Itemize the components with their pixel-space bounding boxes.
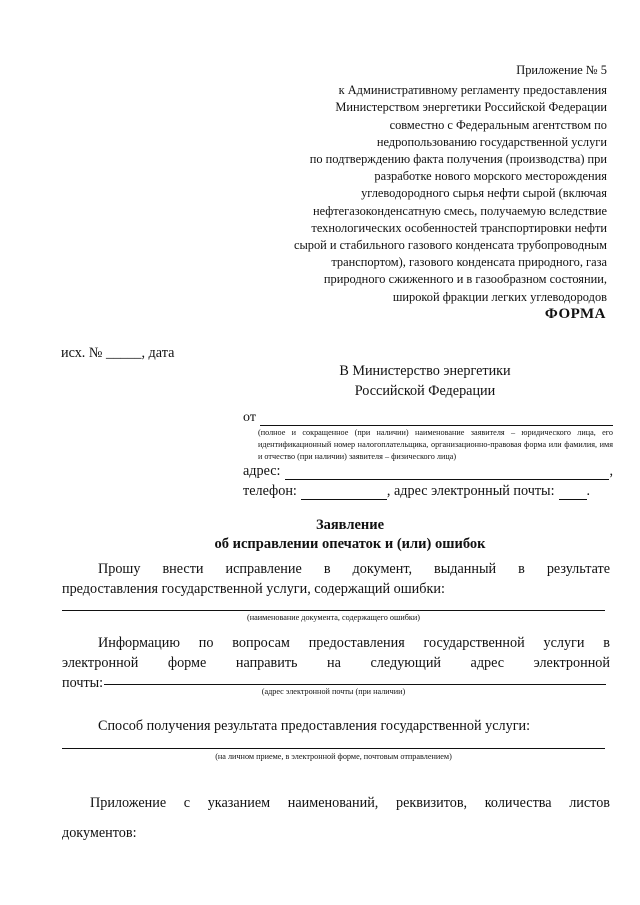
ref-number-field[interactable]: _____ <box>105 345 142 361</box>
header-line: Министерством энергетики Российской Федерации <box>335 100 607 115</box>
from-note: (полное и сокращенное (при наличии) наименование заявителя – юридического лица, его идентификационный номер налогоплательщика, организационно-правовая форма или фамилия, имя и отчество (при наличии) заявителя – физического лица) <box>258 428 613 461</box>
phone-row <box>243 483 613 500</box>
form-label: ФОРМА <box>544 306 606 322</box>
addressee-line-1: В Министерство энергетики <box>339 363 511 379</box>
header-line: транспортом), газового конденсата природного, газа <box>331 255 607 270</box>
email-label: , адрес электронный почты: <box>386 483 555 499</box>
email-field[interactable] <box>559 485 587 500</box>
para2-line-2: электронной форме направить на следующий адрес электронной <box>62 655 610 671</box>
header-line: Приложение № 5 <box>516 63 607 77</box>
header-block <box>277 62 607 306</box>
attachments <box>62 788 610 848</box>
header-line: по подтверждению факта получения (производства) при <box>309 152 607 167</box>
email-address-field[interactable] <box>104 684 606 685</box>
addressee-line-2: Российской Федерации <box>354 383 496 399</box>
address-field[interactable] <box>285 465 610 480</box>
document-title <box>0 516 640 554</box>
email-address-note: (адрес электронной почты (при наличии) <box>261 687 406 696</box>
header-line: разработке нового морского месторождения <box>374 169 607 184</box>
address-row <box>243 463 613 480</box>
result-method-field[interactable] <box>62 748 605 749</box>
para1-line-1: Прошу внести исправление в документ, выданный в результате <box>98 561 610 577</box>
header-line: технологических особенностей транспортировки нефти <box>311 220 607 235</box>
phone-label: телефон: <box>243 483 297 499</box>
para1-line-2: предоставления государственной услуги, содержащий ошибки: <box>62 581 445 597</box>
ref-prefix: исх. № <box>61 345 103 361</box>
address-comma: , <box>609 463 613 479</box>
para2-line-1: Информацию по вопросам предоставления государственной услуги в <box>98 635 610 651</box>
header-line: недропользованию государственной услуги <box>376 134 607 149</box>
header-line: к Административному регламенту предоставления <box>338 83 607 98</box>
result-method-note: (на личном приеме, в электронной форме, почтовым отправлением) <box>215 752 452 761</box>
document-name-note: (наименование документа, содержащего ошибки) <box>247 613 420 622</box>
document-name-field[interactable] <box>62 610 605 611</box>
result-method <box>62 716 610 736</box>
address-label: адрес: <box>243 463 281 479</box>
header-line: нефтегазоконденсатную смесь, получаемую вследствие <box>312 203 607 218</box>
title-line-2: об исправлении опечаток и (или) ошибок <box>214 536 486 552</box>
email-period: . <box>586 483 591 499</box>
from-row <box>243 410 613 426</box>
from-field[interactable] <box>260 411 613 426</box>
phone-field[interactable] <box>301 485 387 500</box>
ref-date-label: , дата <box>141 345 175 361</box>
correction-request <box>62 559 610 599</box>
addressee <box>320 361 530 401</box>
header-line: сырой и стабильного газового конденсата трубопроводным <box>293 238 607 253</box>
para4-line-1: Приложение с указанием наименований, реквизитов, количества листов <box>90 795 610 811</box>
para3-line-1: Способ получения результата предоставления государственной услуги: <box>98 718 531 734</box>
para4-line-2: документов: <box>62 825 137 841</box>
header-line: совместно с Федеральным агентством по <box>389 117 607 132</box>
header-line: углеводородного сырья нефти сырой (включая <box>361 186 607 201</box>
header-line: широкой фракции легких углеводородов <box>392 289 607 304</box>
ref-line <box>61 345 174 362</box>
title-line-1: Заявление <box>315 517 385 533</box>
header-line: природного сжиженного и в газообразном состоянии, <box>323 272 607 287</box>
from-label: от <box>243 410 256 425</box>
para2-line-3: почты: <box>62 675 104 691</box>
